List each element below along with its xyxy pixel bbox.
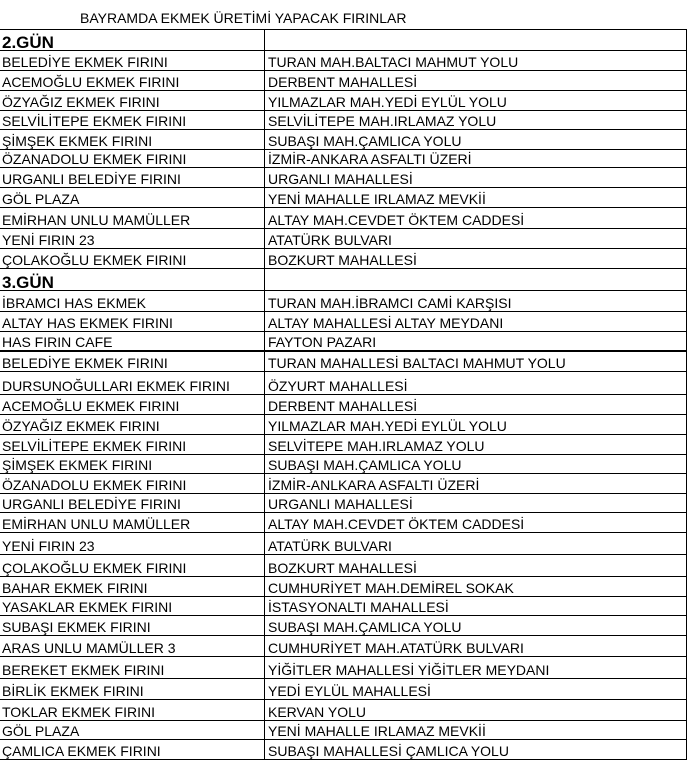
table-row	[0, 91, 687, 111]
bakery-name: BAHAR EKMEK FIRINI	[0, 577, 265, 597]
bakery-address: FAYTON PAZARI	[265, 332, 687, 351]
table-row	[0, 291, 687, 312]
bakery-address	[265, 30, 687, 51]
bakery-name: ŞİMŞEK EKMEK FIRINI	[0, 455, 265, 474]
bakery-name: YASAKLAR EKMEK FIRINI	[0, 597, 265, 616]
bakery-address: SELVİTEPE MAH.IRLAMAZ YOLU	[265, 435, 687, 455]
bakery-address: ÖZYURT MAHALLESİ	[265, 372, 687, 395]
table-row	[0, 577, 687, 597]
bakery-address: DERBENT MAHALLESİ	[265, 71, 687, 91]
table-row	[0, 229, 687, 249]
bakery-address: ATATÜRK BULVARI	[265, 229, 687, 249]
table-row	[0, 700, 687, 721]
bakery-address: YENİ MAHALLE IRLAMAZ MEVKİİ	[265, 188, 687, 208]
bakery-name: TOKLAR EKMEK FIRINI	[0, 700, 265, 721]
bakery-name: DURSUNOĞULLARI EKMEK FIRINI	[0, 372, 265, 395]
bakery-name: BELEDİYE EKMEK FIRINI	[0, 51, 265, 71]
table-row	[0, 415, 687, 435]
bakery-name: ŞİMŞEK EKMEK FIRINI	[0, 130, 265, 150]
bakery-address: TURAN MAHALLESİ BALTACI MAHMUT YOLU	[265, 351, 687, 372]
table-row	[0, 513, 687, 533]
bakery-name: ÇAMLICA EKMEK FIRINI	[0, 740, 265, 760]
table-row	[0, 679, 687, 700]
bakery-address: ALTAY MAH.CEVDET ÖKTEM CADDESİ	[265, 513, 687, 533]
table-row	[0, 435, 687, 455]
day-header-row	[0, 30, 687, 51]
bakery-name: ARAS UNLU MAMÜLLER 3	[0, 636, 265, 657]
table-row	[0, 555, 687, 577]
table-row	[0, 188, 687, 208]
bakery-address: İSTASYONALTI MAHALLESİ	[265, 597, 687, 616]
bakery-address: YİĞİTLER MAHALLESİ YİĞİTLER MEYDANI	[265, 657, 687, 679]
bakery-name: SELVİLİTEPE EKMEK FIRINI	[0, 435, 265, 455]
table-row	[0, 721, 687, 740]
bakery-name: İBRAMCI HAS EKMEK	[0, 291, 265, 312]
bakery-address: SUBAŞI MAH.ÇAMLICA YOLU	[265, 616, 687, 636]
bakery-name: SELVİLİTEPE EKMEK FIRINI	[0, 111, 265, 130]
table-row	[0, 597, 687, 616]
bakery-table	[0, 29, 687, 760]
table-row	[0, 168, 687, 188]
bakery-name: ALTAY HAS EKMEK FIRINI	[0, 312, 265, 332]
day-label: 3.GÜN	[0, 269, 265, 291]
bakery-address: BOZKURT MAHALLESİ	[265, 555, 687, 577]
bakery-address: KERVAN YOLU	[265, 700, 687, 721]
table-row	[0, 249, 687, 269]
bakery-name: BEREKET EKMEK FIRINI	[0, 657, 265, 679]
table-row	[0, 130, 687, 150]
bakery-address: YILMAZLAR MAH.YEDİ EYLÜL YOLU	[265, 91, 687, 111]
table-row	[0, 208, 687, 229]
bakery-name: URGANLI BELEDİYE FIRINI	[0, 494, 265, 513]
bakery-address: TURAN MAH.İBRAMCI CAMİ KARŞISI	[265, 291, 687, 312]
bakery-name: GÖL PLAZA	[0, 188, 265, 208]
bakery-name: EMİRHAN UNLU MAMÜLLER	[0, 513, 265, 533]
table-row	[0, 494, 687, 513]
bakery-address: YILMAZLAR MAH.YEDİ EYLÜL YOLU	[265, 415, 687, 435]
bakery-address: URGANLI MAHALLESİ	[265, 168, 687, 188]
bakery-name: ÖZYAĞIZ EKMEK FIRINI	[0, 91, 265, 111]
bakery-address: BOZKURT MAHALLESİ	[265, 249, 687, 269]
bakery-name: YENİ FIRIN 23	[0, 533, 265, 555]
bakery-address: SUBAŞI MAH.ÇAMLICA YOLU	[265, 455, 687, 474]
bakery-table-body	[0, 30, 687, 760]
table-row	[0, 616, 687, 636]
bakery-name: GÖL PLAZA	[0, 721, 265, 740]
bakery-address: ATATÜRK BULVARI	[265, 533, 687, 555]
table-row	[0, 71, 687, 91]
day-label: 2.GÜN	[0, 30, 265, 51]
bakery-name: ÇOLAKOĞLU EKMEK FIRINI	[0, 555, 265, 577]
bakery-address: URGANLI MAHALLESİ	[265, 494, 687, 513]
bakery-name: ACEMOĞLU EKMEK FIRINI	[0, 71, 265, 91]
bakery-address: YENİ MAHALLE IRLAMAZ MEVKİİ	[265, 721, 687, 740]
bakery-address: TURAN MAH.BALTACI MAHMUT YOLU	[265, 51, 687, 71]
table-row	[0, 332, 687, 351]
table-row	[0, 51, 687, 71]
bakery-address: ALTAY MAHALLESİ ALTAY MEYDANI	[265, 312, 687, 332]
table-row	[0, 395, 687, 415]
table-row	[0, 455, 687, 474]
table-row	[0, 636, 687, 657]
bakery-name: EMİRHAN UNLU MAMÜLLER	[0, 208, 265, 229]
bakery-address: DERBENT MAHALLESİ	[265, 395, 687, 415]
table-row	[0, 474, 687, 494]
table-row	[0, 657, 687, 679]
document-title: BAYRAMDA EKMEK ÜRETİMİ YAPACAK FIRINLAR	[80, 10, 407, 26]
bakery-address: İZMİR-ANLKARA ASFALTI ÜZERİ	[265, 474, 687, 494]
bakery-name: BİRLİK EKMEK FIRINI	[0, 679, 265, 700]
table-row	[0, 372, 687, 395]
bakery-address: CUMHURİYET MAH.ATATÜRK BULVARI	[265, 636, 687, 657]
bakery-address: CUMHURİYET MAH.DEMİREL SOKAK	[265, 577, 687, 597]
bakery-name: HAS FIRIN CAFE	[0, 332, 265, 351]
bakery-address: ALTAY MAH.CEVDET ÖKTEM CADDESİ	[265, 208, 687, 229]
bakery-address: İZMİR-ANKARA ASFALTI ÜZERİ	[265, 150, 687, 168]
table-row	[0, 150, 687, 168]
table-row	[0, 740, 687, 760]
table-row	[0, 351, 687, 372]
bakery-name: ÖZYAĞIZ EKMEK FIRINI	[0, 415, 265, 435]
table-row	[0, 111, 687, 130]
bakery-address: YEDİ EYLÜL MAHALLESİ	[265, 679, 687, 700]
bakery-address: SELVİLİTEPE MAH.IRLAMAZ YOLU	[265, 111, 687, 130]
bakery-name: SUBAŞI EKMEK FIRINI	[0, 616, 265, 636]
bakery-name: BELEDİYE EKMEK FIRINI	[0, 351, 265, 372]
table-row	[0, 312, 687, 332]
bakery-name: ACEMOĞLU EKMEK FIRINI	[0, 395, 265, 415]
bakery-address	[265, 269, 687, 291]
bakery-address: SUBAŞI MAH.ÇAMLICA YOLU	[265, 130, 687, 150]
bakery-address: SUBAŞI MAHALLESİ ÇAMLICA YOLU	[265, 740, 687, 760]
bakery-name: ÖZANADOLU EKMEK FIRINI	[0, 474, 265, 494]
bakery-name: URGANLI BELEDİYE FIRINI	[0, 168, 265, 188]
table-row	[0, 533, 687, 555]
bakery-name: ÖZANADOLU EKMEK FIRINI	[0, 150, 265, 168]
day-header-row	[0, 269, 687, 291]
bakery-name: ÇOLAKOĞLU EKMEK FIRINI	[0, 249, 265, 269]
bakery-name: YENİ FIRIN 23	[0, 229, 265, 249]
